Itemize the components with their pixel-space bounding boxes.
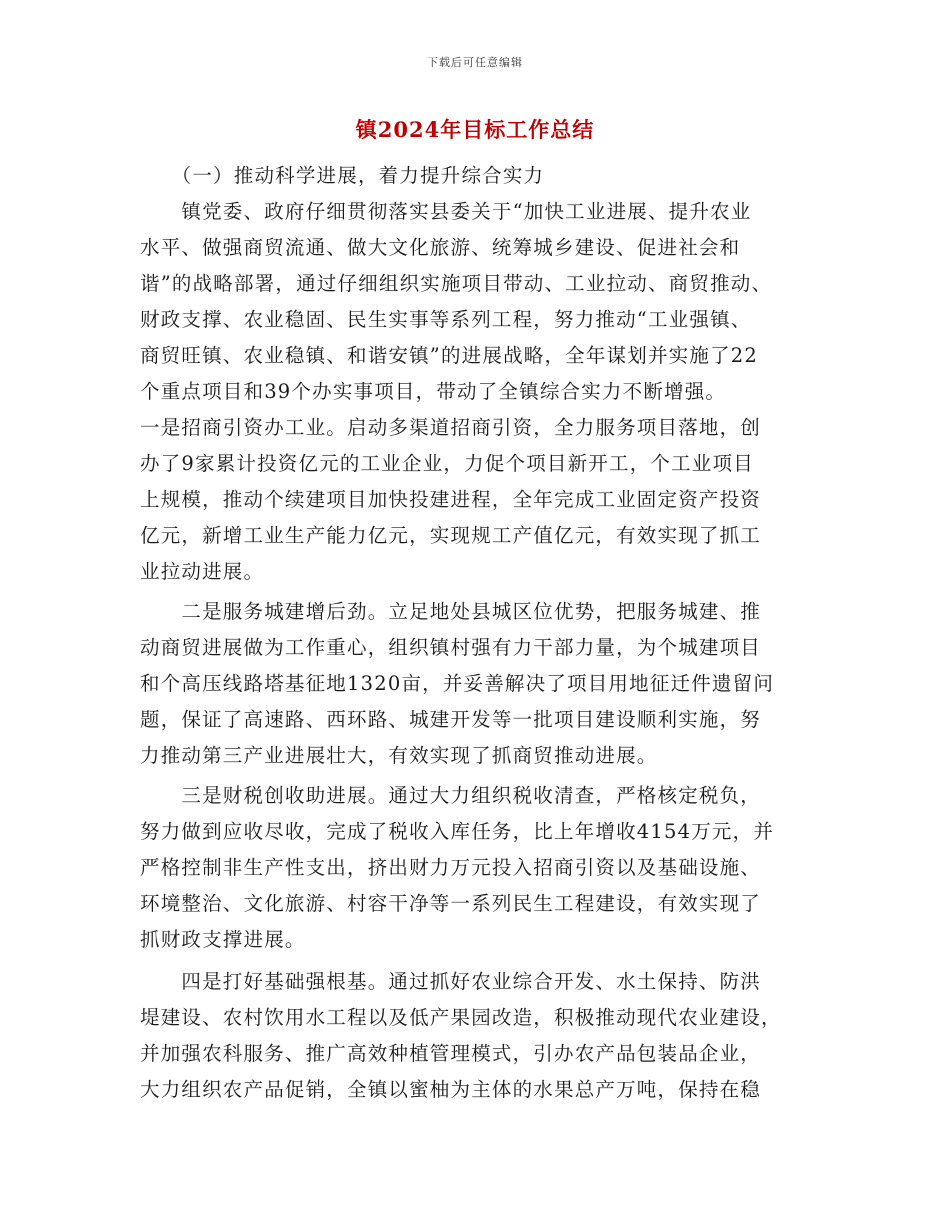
body-line: 二是服务城建增后劲。立足地处县城区位优势，把服务城建、推 — [140, 600, 762, 623]
body-line: 个重点项目和39个办实事项目，带动了全镇综合实力不断增强。 — [140, 380, 727, 403]
body-line: 抓财政支撑进展。 — [140, 928, 306, 951]
body-line: 四是打好基础强根基。通过抓好农业综合开发、水土保持、防洪 — [140, 970, 762, 993]
body-line: 动商贸进展做为工作重心，组织镇村强有力干部力量，为个城建项目 — [140, 636, 762, 659]
document-body — [140, 158, 810, 1108]
section-heading: （一）推动科学进展，着力提升综合实力 — [140, 164, 545, 187]
body-line: 亿元，新增工业生产能力亿元，实现规工产值亿元，有效实现了抓工 — [140, 524, 762, 547]
document-title: 镇2024年目标工作总结 — [355, 117, 595, 142]
body-line: 大力组织农产品促销，全镇以蜜柚为主体的水果总产万吨，保持在稳 — [140, 1078, 762, 1101]
header-note: 下载后可任意编辑 — [427, 56, 523, 69]
body-line: 三是财税创收助进展。通过大力组织税收清查，严格核定税负， — [140, 784, 762, 807]
body-line: 环境整治、文化旅游、村容干净等一系列民生工程建设，有效实现了 — [140, 892, 762, 915]
body-line: 一是招商引资办工业。启动多渠道招商引资，全力服务项目落地，创 — [140, 416, 762, 439]
body-line: 和个高压线路塔基征地1320亩，并妥善解决了项目用地征迁件遗留问 — [140, 672, 775, 695]
body-line: 力推动第三产业进展壮大，有效实现了抓商贸推动进展。 — [140, 744, 658, 767]
body-line: 并加强农科服务、推广高效种植管理模式，引办农产品包装品企业， — [140, 1042, 762, 1065]
body-line: 镇党委、政府仔细贯彻落实县委关于“加快工业进展、提升农业 — [140, 200, 752, 223]
body-line: 业拉动进展。 — [140, 560, 265, 583]
body-line: 水平、做强商贸流通、做大文化旅游、统筹城乡建设、促进社会和 — [140, 236, 741, 259]
body-line: 题，保证了高速路、西环路、城建开发等一批项目建设顺利实施，努 — [140, 708, 762, 731]
body-line: 堤建设、农村饮用水工程以及低产果园改造，积极推动现代农业建设， — [140, 1006, 782, 1029]
body-line: 上规模，推动个续建项目加快投建进程，全年完成工业固定资产投资 — [140, 488, 762, 511]
body-line: 严格控制非生产性支出，挤出财力万元投入招商引资以及基础设施、 — [140, 856, 762, 879]
body-line: 努力做到应收尽收，完成了税收入库任务，比上年增收4154万元，并 — [140, 820, 775, 843]
body-line: 财政支撑、农业稳固、民生实事等系列工程，努力推动“工业强镇、 — [140, 308, 752, 331]
body-line: 商贸旺镇、农业稳镇、和谐安镇”的进展战略，全年谋划并实施了22 — [140, 344, 758, 367]
body-line: 办了9家累计投资亿元的工业企业，力促个项目新开工，个工业项目 — [140, 452, 754, 475]
body-line: 谐”的战略部署，通过仔细组织实施项目带动、工业拉动、商贸推动、 — [140, 272, 773, 295]
